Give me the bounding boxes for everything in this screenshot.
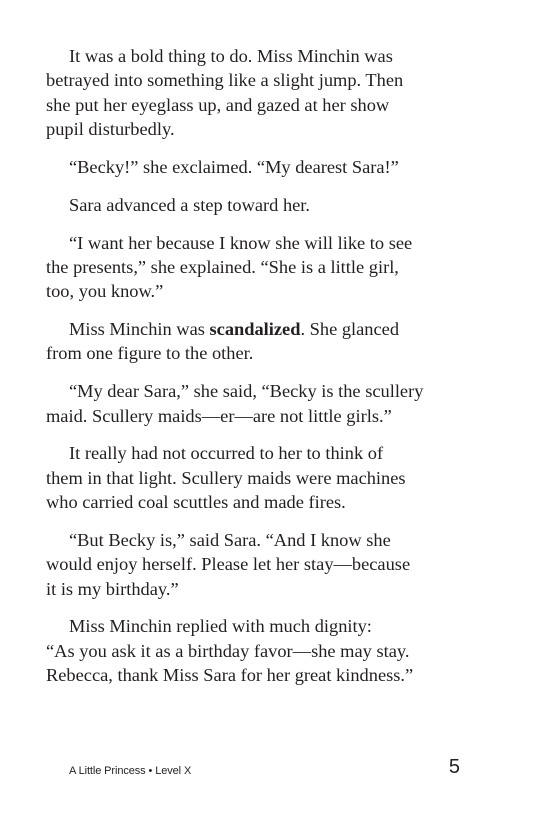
text-line: she put her eyeglass up, and gazed at her show bbox=[46, 94, 390, 115]
body-text bbox=[46, 44, 489, 701]
text-line: who carried coal scuttles and made fires. bbox=[46, 492, 346, 513]
text-segment: . She glanced bbox=[300, 319, 400, 340]
paragraph-7 bbox=[46, 441, 489, 514]
text-line: “I want her because I know she will like to see bbox=[69, 232, 413, 253]
text-line: “Becky!” she exclaimed. “My dearest Sara!” bbox=[69, 156, 399, 177]
footer-book-level: A Little Princess • Level X bbox=[69, 765, 192, 777]
paragraph-4 bbox=[46, 231, 489, 304]
text-line: too, you know.” bbox=[46, 281, 164, 302]
paragraph-8 bbox=[46, 528, 489, 601]
text-line: “My dear Sara,” she said, “Becky is the scullery bbox=[69, 381, 424, 402]
paragraph-5 bbox=[46, 317, 489, 366]
text-line: It was a bold thing to do. Miss Minchin was bbox=[69, 46, 393, 66]
text-line: the presents,” she explained. “She is a little girl, bbox=[46, 256, 399, 277]
text-line: Rebecca, thank Miss Sara for her great kindness.” bbox=[46, 664, 414, 685]
text-line: Miss Minchin replied with much dignity: bbox=[69, 616, 372, 637]
text-line: It really had not occurred to her to think of bbox=[69, 443, 384, 464]
paragraph-2 bbox=[69, 155, 489, 179]
text-line bbox=[69, 317, 489, 341]
text-segment: Miss Minchin was bbox=[69, 319, 210, 340]
paragraph-9 bbox=[46, 614, 489, 687]
text-line: them in that light. Scullery maids were machines bbox=[46, 467, 406, 488]
text-line: betrayed into something like a slight jump. Then bbox=[46, 70, 404, 91]
paragraph-3 bbox=[69, 193, 489, 217]
text-line: it is my birthday.” bbox=[46, 578, 179, 599]
text-line: pupil disturbedly. bbox=[46, 118, 175, 139]
vocabulary-word: scandalized bbox=[209, 319, 301, 340]
page-number: 5 bbox=[448, 756, 460, 778]
text-line: would enjoy herself. Please let her stay—because bbox=[46, 554, 411, 575]
text-line: maid. Scullery maids—er—are not little girls.” bbox=[46, 405, 392, 426]
paragraph-1 bbox=[46, 44, 489, 141]
text-line: “But Becky is,” said Sara. “And I know she bbox=[69, 529, 391, 550]
text-line: “As you ask it as a birthday favor—she may stay. bbox=[46, 640, 410, 661]
paragraph-6 bbox=[46, 379, 489, 428]
text-line: from one figure to the other. bbox=[46, 343, 254, 364]
text-line: Sara advanced a step toward her. bbox=[69, 194, 311, 215]
